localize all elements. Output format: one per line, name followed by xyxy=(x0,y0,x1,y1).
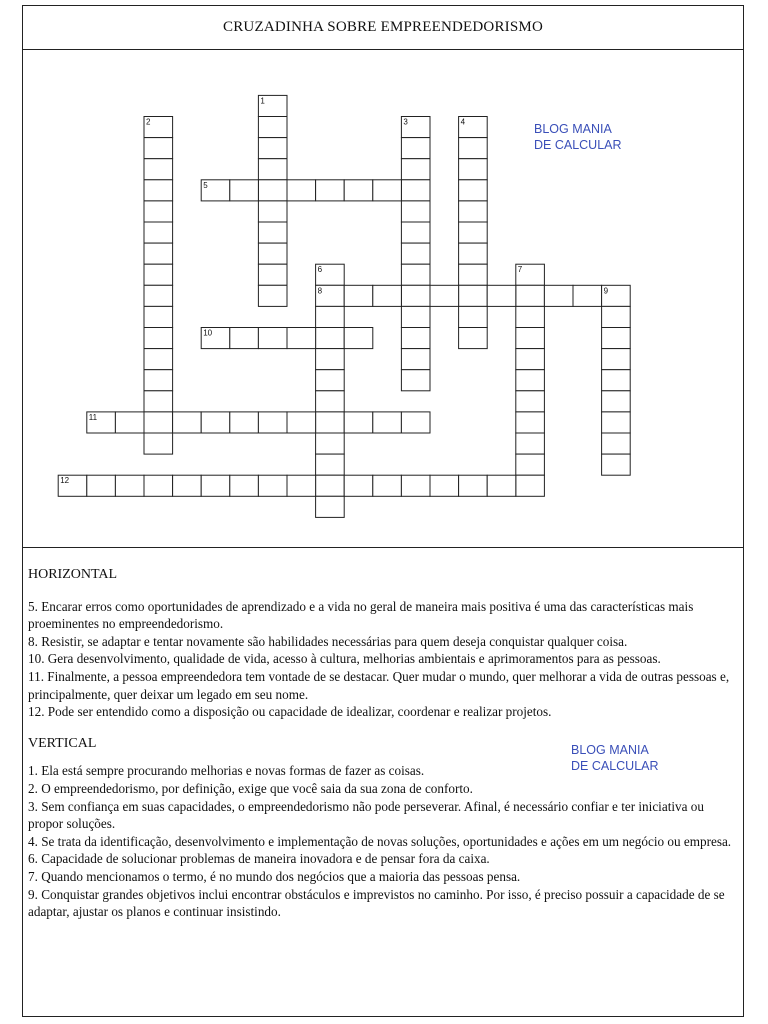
crossword-cell[interactable] xyxy=(316,496,345,517)
crossword-cell[interactable] xyxy=(459,306,488,327)
clue-number-label: 9 xyxy=(603,286,609,296)
crossword-cell[interactable] xyxy=(173,412,202,433)
crossword-cell[interactable] xyxy=(230,412,259,433)
crossword-cell[interactable] xyxy=(373,285,402,306)
crossword-cell[interactable] xyxy=(115,412,144,433)
crossword-cell[interactable] xyxy=(602,433,631,454)
crossword-cell[interactable] xyxy=(459,328,488,349)
crossword-cell[interactable] xyxy=(287,328,316,349)
watermark-line-2: DE CALCULAR xyxy=(534,138,622,152)
crossword-cell[interactable] xyxy=(144,243,173,264)
crossword-cell[interactable] xyxy=(373,475,402,496)
crossword-cell[interactable] xyxy=(602,454,631,475)
crossword-cell[interactable] xyxy=(230,328,259,349)
clue-horizontal-10: 10. Gera desenvolvimento, qualidade de vida, acesso à cultura, melhorias ambientais e aprimoramentos para as pessoas. xyxy=(28,651,661,667)
crossword-cell[interactable] xyxy=(401,306,430,327)
crossword-cell[interactable] xyxy=(287,475,316,496)
crossword-cell[interactable] xyxy=(344,285,373,306)
crossword-cell[interactable] xyxy=(258,159,287,180)
crossword-cell[interactable] xyxy=(316,475,345,496)
crossword-cell[interactable] xyxy=(344,475,373,496)
crossword-cell[interactable] xyxy=(144,138,173,159)
crossword-cell[interactable] xyxy=(487,475,516,496)
crossword-cell[interactable] xyxy=(316,370,345,391)
horizontal-heading: HORIZONTAL xyxy=(28,567,118,582)
clue-vertical-6: 6. Capacidade de solucionar problemas de maneira inovadora e de pensar fora da caixa. xyxy=(28,851,490,867)
crossword-cell[interactable] xyxy=(573,285,602,306)
crossword-cell[interactable] xyxy=(401,412,430,433)
crossword-cell[interactable] xyxy=(258,285,287,306)
clue-number-label: 1 xyxy=(260,96,265,106)
clue-vertical-2: 2. O empreendedorismo, por definição, exige que você saia da sua zona de conforto. xyxy=(28,780,473,796)
crossword-cell[interactable] xyxy=(258,222,287,243)
crossword-cell[interactable] xyxy=(316,306,345,327)
crossword-sheet xyxy=(22,5,744,1017)
crossword-cell[interactable] xyxy=(516,285,545,306)
crossword-cell[interactable] xyxy=(115,475,144,496)
crossword-cell[interactable] xyxy=(459,243,488,264)
clue-horizontal-12: 12. Pode ser entendido como a disposição ou capacidade de idealizar, coordenar e realizar projetos. xyxy=(28,704,552,720)
crossword-cell[interactable] xyxy=(544,285,573,306)
clue-number-label: 3 xyxy=(403,117,408,127)
crossword-cell[interactable] xyxy=(287,180,316,201)
crossword-cell[interactable] xyxy=(258,138,287,159)
clue-horizontal-8: 8. Resistir, se adaptar e tentar novamente são habilidades necessárias para quem deseja conquistar qualquer coisa. xyxy=(28,633,628,649)
clue-number-label: 12 xyxy=(60,476,70,486)
crossword-cell[interactable] xyxy=(401,475,430,496)
crossword-cell[interactable] xyxy=(602,391,631,412)
crossword-cell[interactable] xyxy=(258,117,287,138)
crossword-cell[interactable] xyxy=(144,391,173,412)
crossword-cell[interactable] xyxy=(516,454,545,475)
crossword-cell[interactable] xyxy=(144,306,173,327)
clue-number-label: 10 xyxy=(203,328,213,338)
crossword-cell[interactable] xyxy=(258,201,287,222)
clue-vertical-4: 4. Se trata da identificação, desenvolvimento e implementação de novas soluções, oportunidades e ações em um negócio ou empresa. xyxy=(28,833,732,849)
clue-number-label: 11 xyxy=(88,412,98,422)
page-title: CRUZADINHA SOBRE EMPREENDEDORISMO xyxy=(23,6,743,50)
crossword-cell[interactable] xyxy=(316,328,345,349)
crossword-cell[interactable] xyxy=(401,264,430,285)
crossword-cell[interactable] xyxy=(516,412,545,433)
blog-watermark xyxy=(534,121,622,153)
clue-number-label: 2 xyxy=(146,117,151,127)
crossword-cell[interactable] xyxy=(430,475,459,496)
clue-number-label: 8 xyxy=(317,286,323,296)
crossword-cell[interactable] xyxy=(401,222,430,243)
crossword-cell[interactable] xyxy=(602,370,631,391)
watermark-line-1: BLOG MANIA xyxy=(534,122,612,136)
crossword-cell[interactable] xyxy=(401,138,430,159)
crossword-cell[interactable] xyxy=(516,349,545,370)
crossword-cell[interactable] xyxy=(201,475,230,496)
crossword-cell[interactable] xyxy=(144,370,173,391)
clue-number-label: 4 xyxy=(460,117,466,127)
crossword-cell[interactable] xyxy=(602,328,631,349)
crossword-cell[interactable] xyxy=(230,180,259,201)
crossword-cell[interactable] xyxy=(344,328,373,349)
crossword-cell[interactable] xyxy=(373,180,402,201)
crossword-cell[interactable] xyxy=(602,349,631,370)
crossword-cell[interactable] xyxy=(258,328,287,349)
clue-horizontal-5: 5. Encarar erros como oportunidades de aprendizado e a vida no geral de maneira mais positiva é uma das características mais proeminentes no empreendedorismo. xyxy=(28,598,694,632)
crossword-cell[interactable] xyxy=(316,180,345,201)
clue-vertical-7: 7. Quando mencionamos o termo, é no mundo dos negócios que a maioria das pessoas pensa. xyxy=(28,868,521,884)
crossword-cell[interactable] xyxy=(287,412,316,433)
watermark-line-1: BLOG MANIA xyxy=(571,743,649,757)
crossword-cell[interactable] xyxy=(144,475,173,496)
crossword-cell[interactable] xyxy=(459,201,488,222)
crossword-cell[interactable] xyxy=(258,264,287,285)
clue-vertical-3: 3. Sem confiança em suas capacidades, o empreendedorismo não pode perseverar. Afinal, é necessário confiar e ter iniciativa ou propor soluções. xyxy=(28,798,704,832)
crossword-cell[interactable] xyxy=(459,138,488,159)
crossword-cell[interactable] xyxy=(144,285,173,306)
crossword-cell[interactable] xyxy=(487,285,516,306)
clue-number-label: 7 xyxy=(517,265,523,275)
crossword-cell[interactable] xyxy=(344,412,373,433)
crossword-cell[interactable] xyxy=(459,222,488,243)
crossword-cell[interactable] xyxy=(316,349,345,370)
crossword-area xyxy=(23,49,743,548)
clue-number-label: 5 xyxy=(203,180,208,190)
crossword-cell[interactable] xyxy=(316,391,345,412)
crossword-cell[interactable] xyxy=(516,306,545,327)
crossword-cell[interactable] xyxy=(516,328,545,349)
crossword-cell[interactable] xyxy=(516,475,545,496)
clue-number-label: 6 xyxy=(317,265,323,275)
crossword-cell[interactable] xyxy=(373,412,402,433)
crossword-cell[interactable] xyxy=(401,243,430,264)
crossword-cell[interactable] xyxy=(144,222,173,243)
crossword-cell[interactable] xyxy=(87,475,116,496)
watermark-line-2: DE CALCULAR xyxy=(571,759,659,773)
crossword-cell[interactable] xyxy=(316,454,345,475)
crossword-cell[interactable] xyxy=(401,180,430,201)
crossword-cell[interactable] xyxy=(344,180,373,201)
crossword-cell[interactable] xyxy=(201,412,230,433)
crossword-cell[interactable] xyxy=(401,328,430,349)
crossword-cell[interactable] xyxy=(144,349,173,370)
clue-vertical-9: 9. Conquistar grandes objetivos inclui encontrar obstáculos e imprevistos no caminho. Por isso, é preciso possuir a capacidade de se adaptar, ajustar os planos e continuar insistindo. xyxy=(28,886,725,920)
crossword-cell[interactable] xyxy=(144,180,173,201)
crossword-cell[interactable] xyxy=(258,243,287,264)
crossword-cell[interactable] xyxy=(258,475,287,496)
crossword-cell[interactable] xyxy=(144,264,173,285)
clue-vertical-1: 1. Ela está sempre procurando melhorias e novas formas de fazer as coisas. xyxy=(28,763,425,779)
clue-horizontal-11: 11. Finalmente, a pessoa empreendedora tem vontade de se destacar. Quer mudar o mundo, quer melhorar a vida de outras pessoas e, principalmente, quer deixar um legado em seu nome. xyxy=(28,668,730,702)
crossword-cell[interactable] xyxy=(602,412,631,433)
crossword-cell[interactable] xyxy=(401,285,430,306)
crossword-cell[interactable] xyxy=(144,433,173,454)
vertical-clue-list xyxy=(28,762,738,920)
crossword-cell[interactable] xyxy=(173,475,202,496)
blog-watermark xyxy=(571,742,659,774)
crossword-cell[interactable] xyxy=(258,180,287,201)
crossword-cell[interactable] xyxy=(459,285,488,306)
crossword-grid xyxy=(1,1,768,561)
crossword-cell[interactable] xyxy=(401,349,430,370)
crossword-cell[interactable] xyxy=(316,412,345,433)
crossword-cell[interactable] xyxy=(144,159,173,180)
crossword-cell[interactable] xyxy=(516,391,545,412)
crossword-cell[interactable] xyxy=(401,370,430,391)
crossword-cell[interactable] xyxy=(230,475,259,496)
horizontal-clue-list xyxy=(28,598,738,721)
crossword-cell[interactable] xyxy=(459,159,488,180)
crossword-cell[interactable] xyxy=(602,306,631,327)
crossword-cell[interactable] xyxy=(459,475,488,496)
crossword-cell[interactable] xyxy=(316,433,345,454)
crossword-cell[interactable] xyxy=(401,159,430,180)
crossword-cell[interactable] xyxy=(516,370,545,391)
crossword-cell[interactable] xyxy=(258,412,287,433)
crossword-cell[interactable] xyxy=(430,285,459,306)
crossword-cell[interactable] xyxy=(144,201,173,222)
crossword-cell[interactable] xyxy=(401,201,430,222)
crossword-cell[interactable] xyxy=(144,328,173,349)
crossword-cell[interactable] xyxy=(459,264,488,285)
vertical-heading: VERTICAL xyxy=(28,735,97,751)
crossword-cell[interactable] xyxy=(516,433,545,454)
crossword-cell[interactable] xyxy=(144,412,173,433)
crossword-cell[interactable] xyxy=(459,180,488,201)
